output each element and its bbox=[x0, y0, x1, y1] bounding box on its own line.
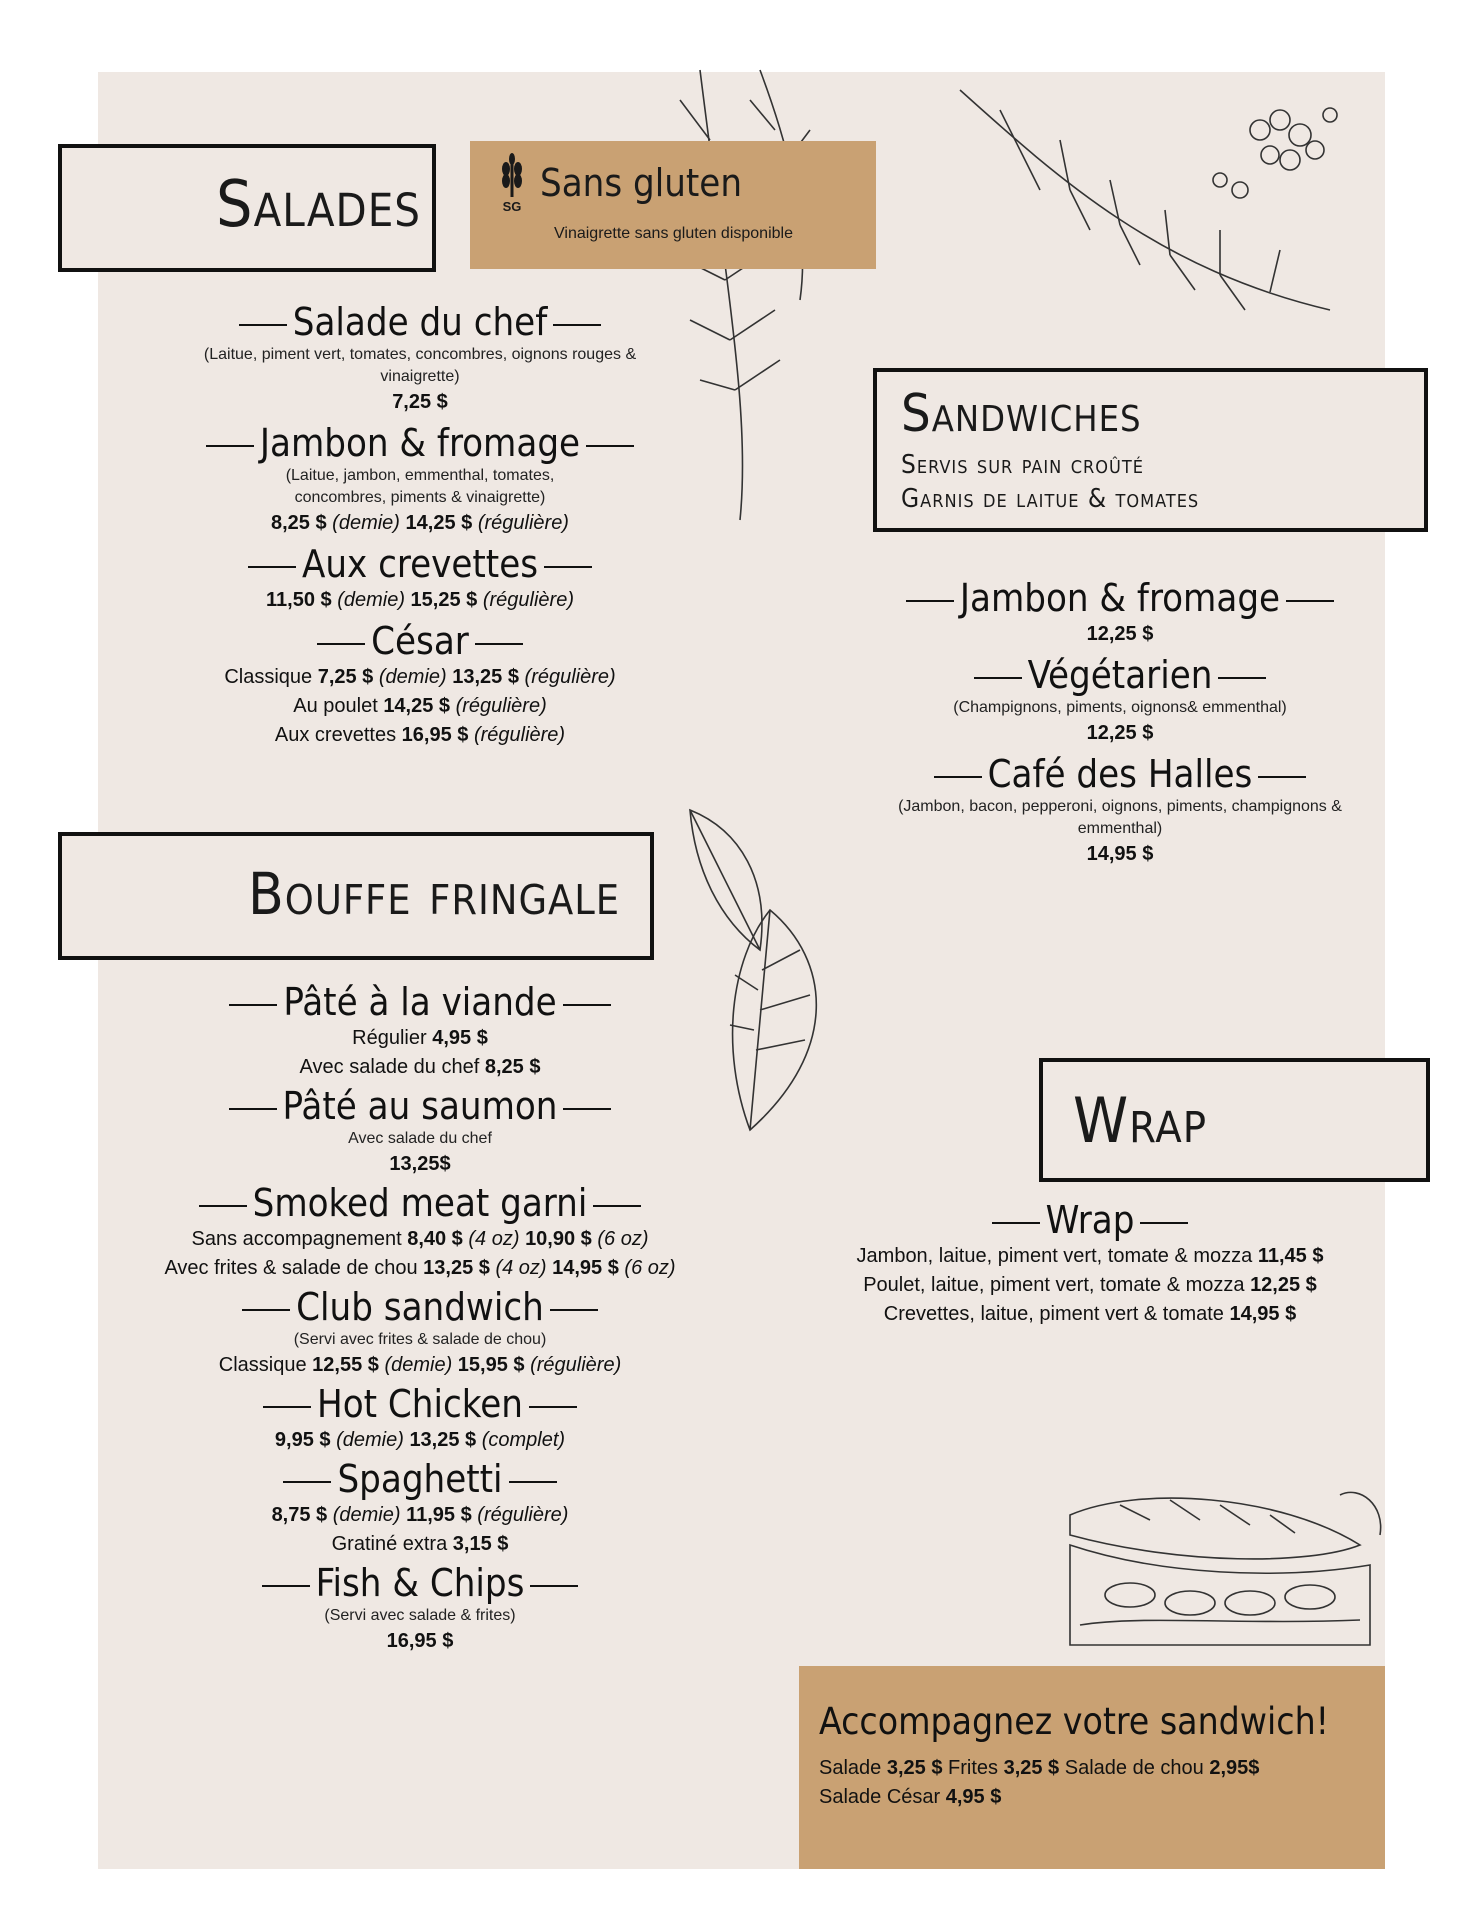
item-desc: Avec salade du chef bbox=[348, 1130, 492, 1147]
sandwiches-sub2: Garnis de laitue & tomates bbox=[901, 484, 1200, 514]
salades-heading: Salades bbox=[216, 168, 421, 242]
item-price: 16,95 $ bbox=[386, 1630, 454, 1652]
item-desc: (Jambon, bacon, pepperoni, oignons, piments, champignons & emmenthal) bbox=[898, 798, 1342, 837]
gluten-free-banner bbox=[470, 141, 876, 269]
sandwiches-heading: Sandwiches bbox=[901, 384, 1142, 444]
item-price-line: Avec frites & salade de chou 13,25 $ (4 oz) 14,95 $ (6 oz) bbox=[164, 1257, 676, 1279]
bouffe-list bbox=[110, 980, 730, 1656]
item-price: 14,95 $ bbox=[1086, 843, 1154, 865]
item-title: Fish & Chips bbox=[110, 1561, 730, 1605]
item-desc: (Laitue, piment vert, tomates, concombres, oignons rouges & vinaigrette) bbox=[203, 346, 637, 385]
gluten-title: Sans gluten bbox=[540, 161, 742, 205]
item-price-line: Jambon, laitue, piment vert, tomate & mozza 11,45 $ bbox=[856, 1245, 1324, 1267]
item-price-line: Avec salade du chef 8,25 $ bbox=[299, 1056, 541, 1078]
item-title: Smoked meat garni bbox=[110, 1181, 730, 1225]
salades-list bbox=[150, 300, 690, 750]
item-desc: (Servi avec frites & salade de chou) bbox=[293, 1331, 547, 1348]
wrap-list bbox=[800, 1198, 1380, 1329]
item-title: Spaghetti bbox=[110, 1457, 730, 1501]
accompaniments-banner bbox=[799, 1666, 1385, 1869]
item-price-line: 8,75 $ (demie) 11,95 $ (régulière) bbox=[271, 1504, 569, 1526]
item-title: Wrap bbox=[800, 1198, 1380, 1242]
item-price-line: Gratiné extra 3,15 $ bbox=[331, 1533, 509, 1555]
item-title: Salade du chef bbox=[150, 300, 690, 344]
item-price-line: Classique 7,25 $ (demie) 13,25 $ (régulière) bbox=[224, 666, 616, 688]
item-title: Aux crevettes bbox=[150, 542, 690, 586]
item-title: Pâté à la viande bbox=[110, 980, 730, 1024]
wrap-heading-box bbox=[1039, 1058, 1430, 1182]
wrap-heading: Wrap bbox=[1073, 1084, 1208, 1157]
item-price-line: 9,95 $ (demie) 13,25 $ (complet) bbox=[274, 1429, 566, 1451]
item-price-line: 11,50 $ (demie) 15,25 $ (régulière) bbox=[266, 589, 574, 611]
item-price-line: Classique 12,55 $ (demie) 15,95 $ (régulière) bbox=[218, 1354, 622, 1376]
item-title: Jambon & fromage bbox=[860, 576, 1380, 620]
salades-heading-box bbox=[58, 144, 436, 272]
accomp-line-1: Salade 3,25 $ Frites 3,25 $ Salade de chou 2,95$ bbox=[819, 1757, 1260, 1779]
item-price-line: Au poulet 14,25 $ (régulière) bbox=[293, 695, 547, 717]
item-title: Pâté au saumon bbox=[110, 1084, 730, 1128]
item-price-line: Crevettes, laitue, piment vert & tomate 14,95 $ bbox=[883, 1303, 1297, 1325]
wheat-icon bbox=[492, 153, 532, 215]
item-title: Café des Halles bbox=[860, 752, 1380, 796]
accomp-line-2: Salade César 4,95 $ bbox=[819, 1786, 1002, 1808]
item-price-line: Régulier 4,95 $ bbox=[352, 1027, 488, 1049]
item-desc: (Servi avec salade & frites) bbox=[324, 1607, 516, 1624]
item-price: 7,25 $ bbox=[392, 391, 448, 413]
item-title: César bbox=[150, 619, 690, 663]
bouffe-heading-box bbox=[58, 832, 654, 960]
sandwich-sketch-icon bbox=[1060, 1485, 1390, 1665]
item-desc: (Laitue, jambon, emmenthal, tomates, concombres, piments & vinaigrette) bbox=[285, 467, 555, 506]
item-title: Hot Chicken bbox=[110, 1382, 730, 1426]
accomp-title: Accompagnez votre sandwich! bbox=[819, 1700, 1330, 1743]
gluten-icon-letters: SG bbox=[502, 199, 522, 214]
bouffe-heading: Bouffe fringale bbox=[248, 860, 621, 928]
sandwiches-heading-box bbox=[873, 368, 1428, 532]
item-price: 12,25 $ bbox=[1086, 722, 1154, 744]
item-price-line: 8,25 $ (demie) 14,25 $ (régulière) bbox=[271, 512, 569, 534]
item-title: Club sandwich bbox=[110, 1285, 730, 1329]
sandwiches-sub1: Servis sur pain croûté bbox=[901, 450, 1145, 480]
item-price: 13,25$ bbox=[389, 1153, 451, 1175]
item-price-line: Aux crevettes 16,95 $ (régulière) bbox=[274, 724, 566, 746]
item-price-line: Sans accompagnement 8,40 $ (4 oz) 10,90 $ (6 oz) bbox=[191, 1228, 649, 1250]
item-title: Végétarien bbox=[860, 653, 1380, 697]
sandwiches-list bbox=[860, 576, 1380, 869]
item-desc: (Champignons, piments, oignons& emmenthal) bbox=[953, 699, 1287, 716]
item-price: 12,25 $ bbox=[1086, 623, 1154, 645]
item-title: Jambon & fromage bbox=[150, 421, 690, 465]
item-price-line: Poulet, laitue, piment vert, tomate & mozza 12,25 $ bbox=[863, 1274, 1317, 1296]
gluten-subtitle: Vinaigrette sans gluten disponible bbox=[554, 225, 793, 242]
